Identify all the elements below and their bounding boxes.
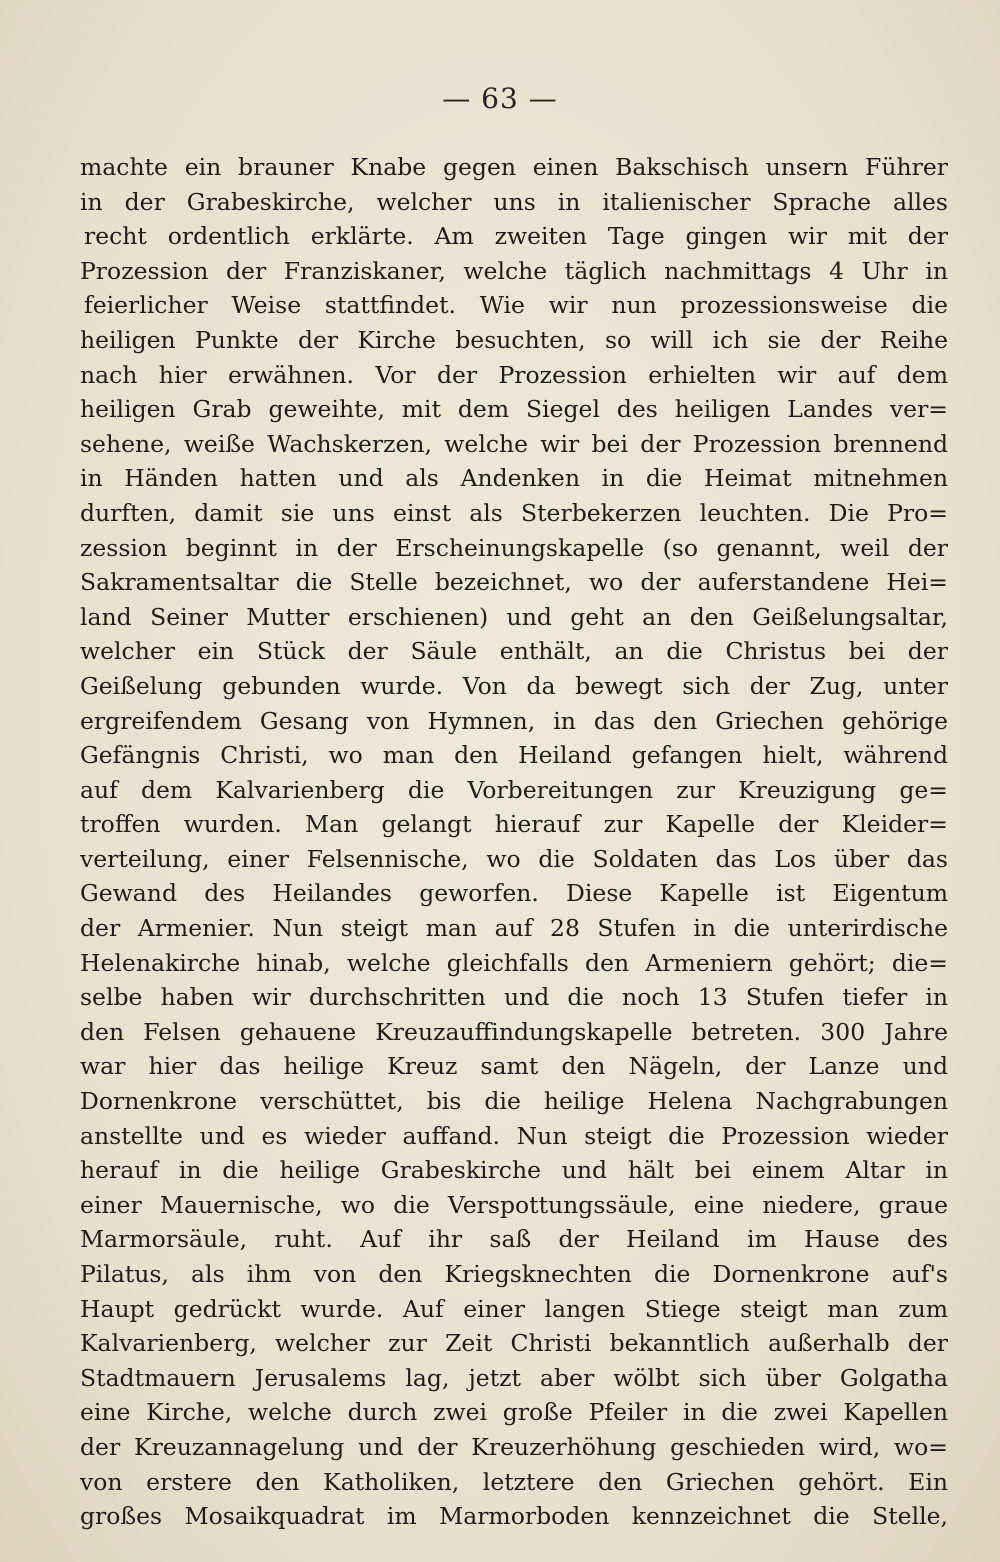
text-line: verteilung, einer Felsennische, wo die Soldaten das Los über das xyxy=(80,844,948,873)
text-line: in Händen hatten und als Andenken in die Heimat mitnehmen xyxy=(80,464,948,493)
text-line: Helenakirche hinab, welche gleichfalls den Armeniern gehört; die= xyxy=(80,948,948,977)
text-line: auf dem Kalvarienberg die Vorbereitungen zur Kreuzigung ge= xyxy=(80,775,948,804)
text-line: Stadtmauern Jerusalems lag, jetzt aber wölbt sich über Golgatha xyxy=(80,1363,948,1392)
text-line: einer Mauernische, wo die Verspottungssäule, eine niedere, graue xyxy=(80,1190,948,1219)
page-number: — 63 — xyxy=(442,82,558,115)
text-line: Prozession der Franziskaner, welche täglich nachmittags 4 Uhr in xyxy=(80,256,948,285)
text-line: in der Grabeskirche, welcher uns in italienischer Sprache alles xyxy=(80,187,948,216)
text-line: Haupt gedrückt wurde. Auf einer langen Stiege steigt man zum xyxy=(80,1294,948,1323)
text-line: machte ein brauner Knabe gegen einen Bakschisch unsern Führer xyxy=(80,153,948,181)
text-line: land Seiner Mutter erschienen) und geht an den Geißelungsaltar, xyxy=(80,602,948,631)
text-line: Sakramentsaltar die Stelle bezeichnet, wo der auferstandene Hei= xyxy=(80,568,948,597)
text-line: Dornenkrone verschüttet, bis die heilige Helena Nachgrabungen xyxy=(80,1087,948,1116)
text-line: sehene, weiße Wachskerzen, welche wir bei der Prozession brennend xyxy=(80,429,948,458)
text-line: großes Mosaikquadrat im Marmorboden kennzeichnet die Stelle, xyxy=(80,1502,948,1531)
text-line: Kalvarienberg, welcher zur Zeit Christi bekanntlich außerhalb der xyxy=(80,1329,948,1358)
text-line: ergreifendem Gesang von Hymnen, in das den Griechen gehörige xyxy=(80,706,948,735)
text-line: den Felsen gehauene Kreuzauffindungskapelle betreten. 300 Jahre xyxy=(80,1017,948,1046)
body-text xyxy=(80,150,948,1534)
text-line: war hier das heilige Kreuz samt den Nägeln, der Lanze und xyxy=(80,1052,948,1081)
text-line: feierlicher Weise stattfindet. Wie wir nun prozessionsweise die xyxy=(84,291,948,320)
text-line: troffen wurden. Man gelangt hierauf zur Kapelle der Kleider= xyxy=(80,810,948,839)
text-line: herauf in die heilige Grabeskirche und hält bei einem Altar in xyxy=(80,1156,948,1185)
text-line: Gewand des Heilandes geworfen. Diese Kapelle ist Eigentum xyxy=(80,879,948,908)
text-line: der Kreuzannagelung und der Kreuzerhöhung geschieden wird, wo= xyxy=(80,1432,948,1461)
text-line: anstellte und es wieder auffand. Nun steigt die Prozession wieder xyxy=(80,1121,948,1150)
text-line: welcher ein Stück der Säule enthält, an die Christus bei der xyxy=(80,637,948,666)
text-line: durften, damit sie uns einst als Sterbekerzen leuchten. Die Pro= xyxy=(80,498,948,527)
text-line: der Armenier. Nun steigt man auf 28 Stufen in die unterirdische xyxy=(80,914,948,943)
text-line: selbe haben wir durchschritten und die noch 13 Stufen tiefer in xyxy=(80,983,948,1012)
text-line: Geißelung gebunden wurde. Von da bewegt sich der Zug, unter xyxy=(80,671,948,700)
text-line: heiligen Punkte der Kirche besuchten, so will ich sie der Reihe xyxy=(80,325,948,354)
text-line: Gefängnis Christi, wo man den Heiland gefangen hielt, während xyxy=(80,741,948,770)
text-line: heiligen Grab geweihte, mit dem Siegel des heiligen Landes ver= xyxy=(80,395,948,424)
text-line: zession beginnt in der Erscheinungskapelle (so genannt, weil der xyxy=(80,533,948,562)
text-line: von erstere den Katholiken, letztere den Griechen gehört. Ein xyxy=(80,1467,948,1496)
text-line: eine Kirche, welche durch zwei große Pfeiler in die zwei Kapellen xyxy=(80,1398,948,1427)
text-line: Marmorsäule, ruht. Auf ihr saß der Heiland im Hause des xyxy=(80,1225,948,1254)
text-line: Pilatus, als ihm von den Kriegsknechten die Dornenkrone auf's xyxy=(80,1260,948,1288)
text-line: nach hier erwähnen. Vor der Prozession erhielten wir auf dem xyxy=(80,360,948,389)
text-line: recht ordentlich erklärte. Am zweiten Tage gingen wir mit der xyxy=(84,222,948,251)
